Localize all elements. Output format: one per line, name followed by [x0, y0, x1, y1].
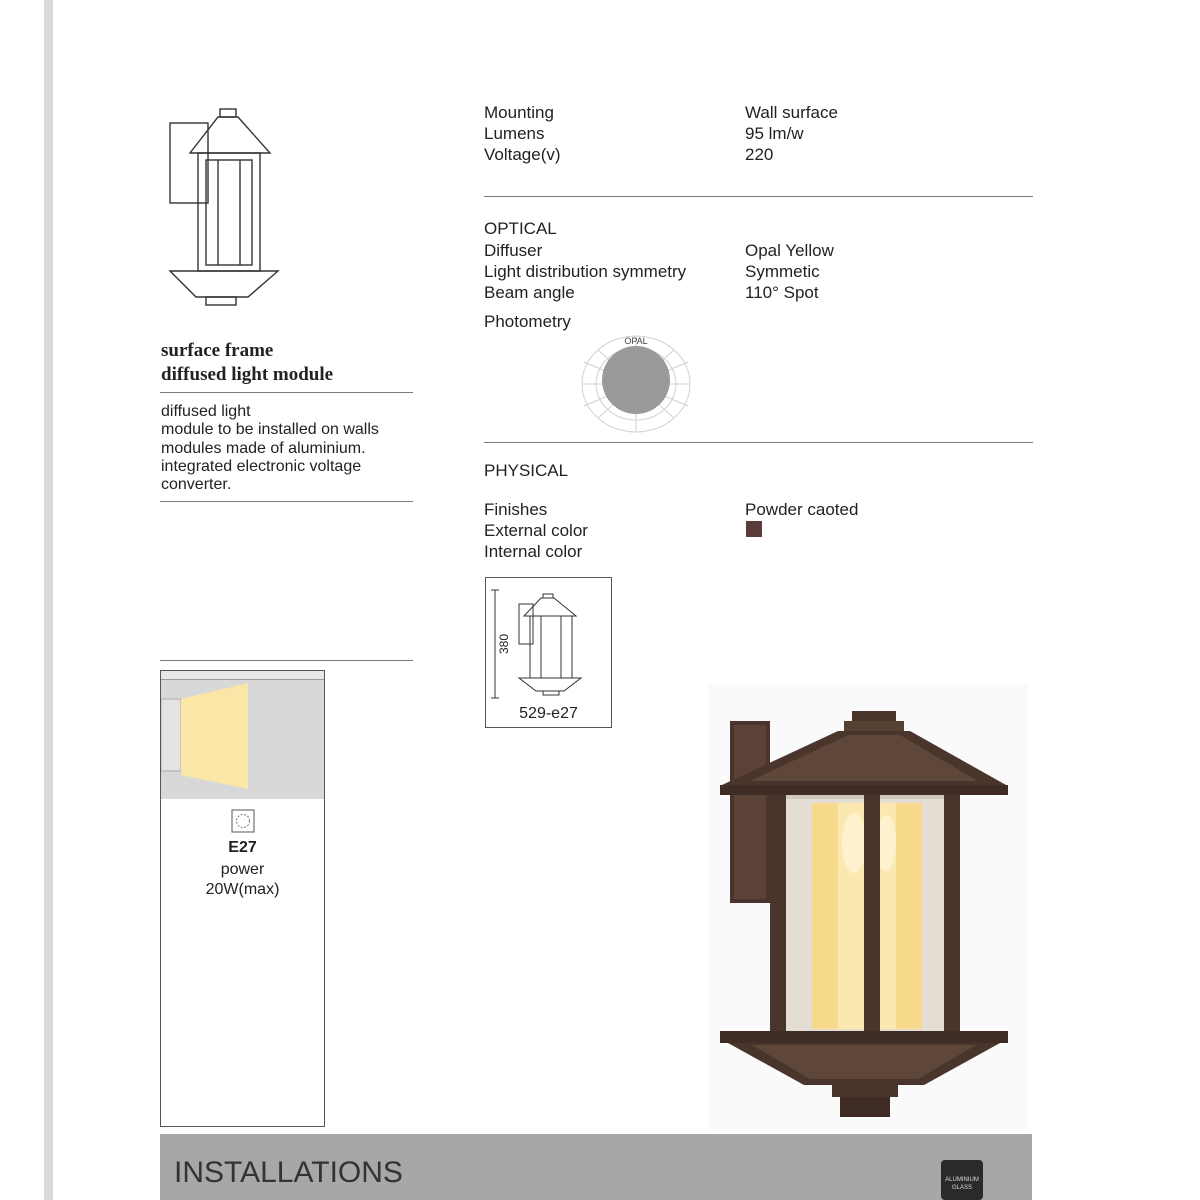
divider	[160, 660, 413, 661]
spec-value-symmetry: Symmetic	[745, 262, 820, 281]
spec-label-finishes: Finishes	[484, 500, 548, 519]
photometry-diagram	[580, 332, 692, 434]
spec-value-finishes: Powder caoted	[745, 500, 859, 519]
dimension-height: 380	[497, 633, 511, 655]
installations-title: INSTALLATIONS	[174, 1156, 403, 1189]
divider	[160, 501, 413, 502]
spec-value-beam-angle: 110° Spot	[745, 283, 819, 302]
lamp-spec-panel	[160, 670, 325, 1127]
spec-label-lumens: Lumens	[484, 124, 545, 143]
spec-value-mounting: Wall surface	[745, 103, 838, 122]
photometry-tag: OPAL	[624, 336, 648, 346]
spec-value-voltage: 220	[745, 145, 774, 164]
dimension-drawing	[485, 577, 612, 728]
lamp-sketch	[160, 105, 280, 310]
product-title-line2: diffused light module	[161, 364, 334, 385]
page-edge	[44, 0, 53, 1200]
description-line: diffused light	[161, 403, 251, 420]
installations-band	[160, 1134, 1032, 1200]
external-color-swatch	[746, 521, 762, 537]
material-badge	[941, 1160, 983, 1200]
spec-label-voltage: Voltage(v)	[484, 145, 561, 164]
spec-label-symmetry: Light distribution symmetry	[484, 262, 687, 281]
description-line: converter.	[161, 476, 232, 494]
socket-type: E27	[228, 839, 257, 856]
spec-label-mounting: Mounting	[484, 103, 554, 122]
spec-label-external-color: External color	[484, 521, 588, 540]
divider	[484, 196, 1033, 197]
description-line: integrated electronic voltage	[161, 457, 362, 475]
divider	[160, 392, 413, 393]
dimension-sketch	[486, 578, 611, 703]
physical-heading: PHYSICAL	[484, 461, 569, 480]
model-number: 529-e27	[519, 705, 578, 722]
power-value: 20W(max)	[205, 881, 280, 898]
beam-illustration	[161, 671, 324, 799]
e27-socket-icon	[231, 809, 255, 833]
product-description	[161, 403, 379, 494]
power-label: power	[220, 861, 265, 878]
spec-label-diffuser: Diffuser	[484, 241, 543, 260]
description-line: modules made of aluminium.	[161, 439, 366, 457]
product-photo	[708, 685, 1028, 1130]
product-title-line1: surface frame	[161, 340, 274, 361]
badge-material-primary: ALUMINIUM	[945, 1177, 979, 1183]
description-line: module to be installed on walls	[161, 421, 379, 439]
divider	[484, 442, 1033, 443]
spec-label-beam-angle: Beam angle	[484, 283, 575, 302]
spec-label-internal-color: Internal color	[484, 542, 583, 561]
spec-value-diffuser: Opal Yellow	[745, 241, 834, 260]
optical-heading: OPTICAL	[484, 219, 557, 238]
spec-value-lumens: 95 lm/w	[745, 124, 804, 143]
badge-material-secondary: GLASS	[951, 1185, 972, 1191]
photometry-label: Photometry	[484, 312, 571, 331]
